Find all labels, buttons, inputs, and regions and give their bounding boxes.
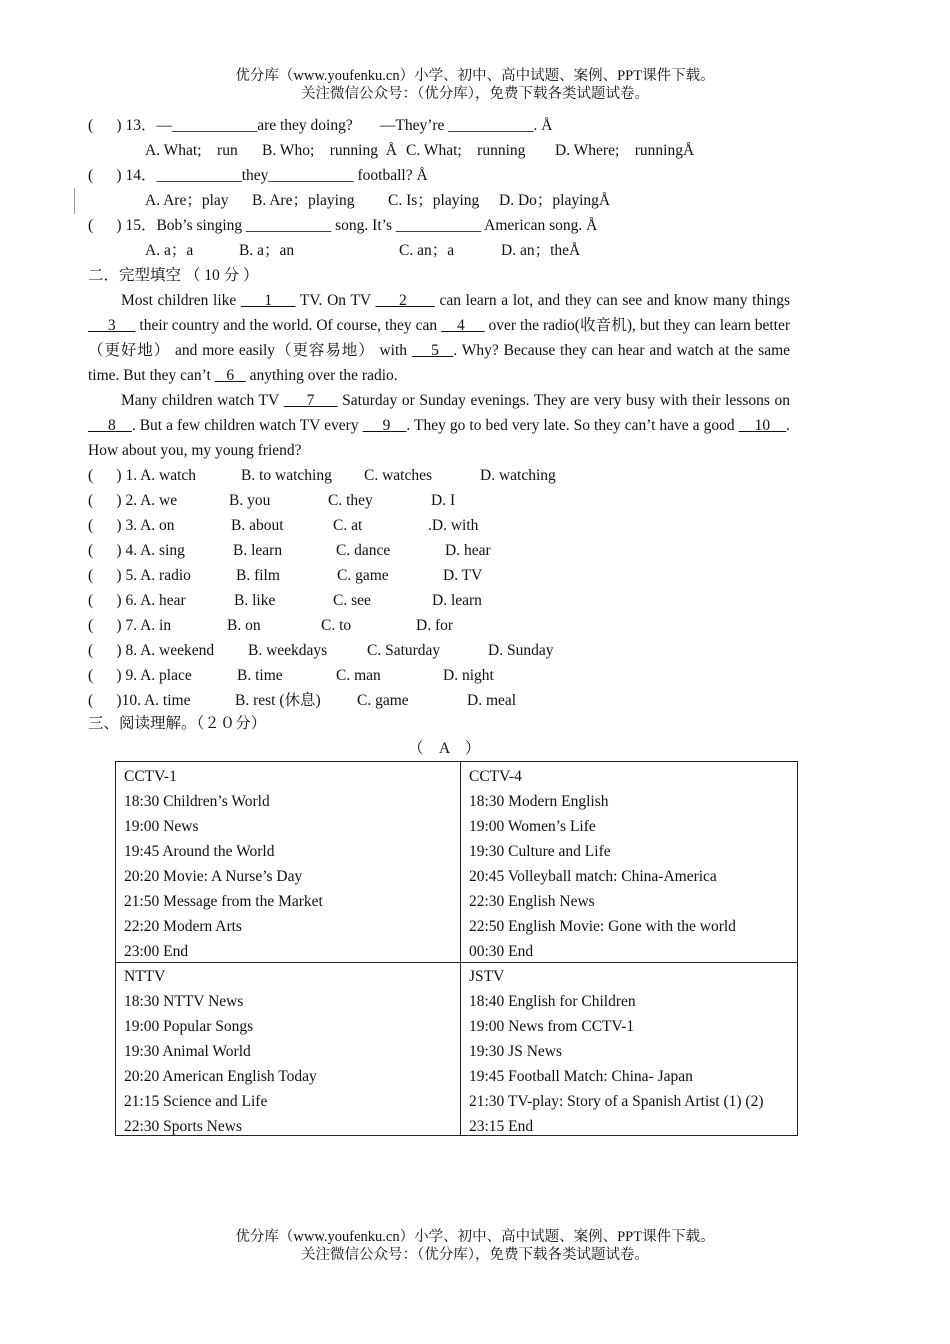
cloze-option-4-b: B. learn [233, 542, 283, 559]
channel-name: CCTV-1 [124, 768, 177, 785]
q15-option-b: B. a；an [239, 242, 295, 259]
footer-line-1: 优分库（www.youfenku.cn）小学、初中、高中试题、案例、PPT课件下载。 [235, 1229, 715, 1245]
program-entry: 22:50 English Movie: Gone with the world [469, 918, 736, 935]
program-entry: 22:30 Sports News [124, 1118, 242, 1135]
cloze-option-4-c: C. dance [336, 542, 391, 559]
cloze-option-7-c: C. to [321, 617, 352, 634]
program-entry: 21:15 Science and Life [124, 1093, 268, 1110]
program-entry: 21:30 TV-play: Story of a Spanish Artist (1) (2) [469, 1093, 764, 1110]
q13-option-d: D. Where; runningÅ [555, 142, 695, 159]
cloze-option-3-c: C. at [333, 517, 363, 534]
program-entry: 19:00 Popular Songs [124, 1018, 254, 1035]
cloze-option-2-c: C. they [328, 492, 373, 509]
cloze-option-10-c: C. game [357, 692, 409, 709]
program-entry: 18:30 NTTV News [124, 993, 244, 1010]
cloze-option-row-8-a: ( ) 8. A. weekend [88, 642, 215, 659]
cloze-option-8-c: C. Saturday [367, 642, 441, 659]
cloze-paragraph-2: Many children watch TV 7 Saturday or Sunday evenings. They are very busy with their lessons on 8 . But a few children watch TV every 9 . They go to bed very late. So they can’t have a good 10 . How about you, my young friend? [88, 392, 791, 459]
cloze-option-6-b: B. like [234, 592, 276, 609]
program-entry: 18:30 Children’s World [124, 793, 270, 810]
blank-1: 1 [264, 292, 273, 309]
program-entry: 19:45 Football Match: China- Japan [469, 1068, 693, 1085]
blank-9: 9 [382, 417, 391, 434]
channel-name: NTTV [124, 968, 166, 985]
cloze-option-1-b: B. to watching [241, 467, 332, 484]
program-entry: 00:30 End [469, 943, 534, 960]
cloze-option-5-c: C. game [337, 567, 389, 584]
cloze-option-10-d: D. meal [467, 692, 517, 709]
channel-name: CCTV-4 [469, 768, 522, 785]
cell-cctv4 [461, 762, 799, 966]
header-line-2: 关注微信公众号：（优分库），免费下载各类试题试卷。 [301, 86, 649, 102]
cloze-option-row-1-a: ( ) 1. A. watch [88, 467, 197, 484]
section-2-title: 二．完型填空 （ 10 分 ） [88, 267, 259, 284]
program-entry: 20:45 Volleyball match: China-America [469, 868, 717, 885]
cloze-option-10-b: B. rest (休息) [235, 692, 321, 709]
program-entry: 22:20 Modern Arts [124, 918, 242, 935]
cloze-option-9-b: B. time [237, 667, 283, 684]
margin-mark [74, 188, 75, 214]
q14-option-d: D. Do；playingÅ [499, 192, 611, 209]
program-entry: 20:20 American English Today [124, 1068, 317, 1085]
footer-line-2: 关注微信公众号：（优分库），免费下载各类试题试卷。 [301, 1247, 649, 1263]
cloze-option-5-d: D. TV [443, 567, 483, 584]
cell-cctv1 [116, 762, 460, 966]
cloze-option-row-10-a: ( )10. A. time [88, 692, 191, 709]
program-entry: 21:50 Message from the Market [124, 893, 323, 910]
program-entry: 19:00 Women’s Life [469, 818, 596, 835]
blank-10: 10 [754, 417, 771, 434]
cloze-option-1-d: D. watching [480, 467, 556, 484]
q14-option-a: A. Are；play [145, 192, 229, 209]
blank-7: 7 [306, 392, 315, 409]
cloze-option-row-5-a: ( ) 5. A. radio [88, 567, 191, 584]
cloze-option-7-d: D. for [416, 617, 454, 634]
q14-option-b: B. Are；playing [252, 192, 355, 209]
cell-jstv [461, 962, 799, 1141]
q15-option-c: C. an；a [399, 242, 455, 259]
q15-option-d: D. an；theÅ [501, 242, 581, 259]
program-entry: 22:30 English News [469, 893, 595, 910]
program-entry: 19:45 Around the World [124, 843, 275, 860]
program-entry: 23:15 End [469, 1118, 534, 1135]
header-line-1: 优分库（www.youfenku.cn）小学、初中、高中试题、案例、PPT课件下载。 [235, 68, 715, 84]
cloze-option-row-6-a: ( ) 6. A. hear [88, 592, 186, 609]
cloze-option-9-c: C. man [336, 667, 381, 684]
blank-6: 6 [226, 367, 235, 384]
program-entry: 19:00 News [124, 818, 199, 835]
cloze-option-row-7-a: ( ) 7. A. in [88, 617, 172, 634]
cloze-paragraph-1: Most children like 1 TV. On TV 2 can learn a lot, and they can see and know many things 3 their country and the world. Of course, they can 4 over the radio(收音机), but they can learn better（更好地） and more easily（更容易地） with 5 . Why? Because they can hear and watch at the same time. But they can’t 6 anything over the radio. [88, 292, 791, 384]
blank-3: 3 [107, 317, 116, 334]
program-entry: 18:40 English for Children [469, 993, 636, 1010]
cloze-option-row-2-a: ( ) 2. A. we [88, 492, 178, 509]
cloze-option-row-4-a: ( ) 4. A. sing [88, 542, 185, 559]
cloze-option-7-b: B. on [227, 617, 261, 634]
cloze-option-2-b: B. you [229, 492, 271, 509]
cloze-passage [88, 288, 790, 463]
q13-option-a: A. What; run [145, 142, 238, 159]
program-entry: 20:20 Movie: A Nurse’s Day [124, 868, 303, 885]
part-a-label: （ A ） [408, 740, 481, 757]
cloze-option-6-c: C. see [333, 592, 371, 609]
question-13-stem: ( ) 13．—___________are they doing? —They’re ___________. Å [88, 117, 553, 134]
q14-option-c: C. Is；playing [388, 192, 480, 209]
question-15-stem: ( ) 15．Bob’s singing ___________ song. It’s ___________ American song. Å [88, 217, 598, 234]
cloze-option-6-d: D. learn [432, 592, 482, 609]
cloze-option-row-3-a: ( ) 3. A. on [88, 517, 175, 534]
blank-5: 5 [431, 342, 439, 359]
cloze-option-4-d: D. hear [445, 542, 491, 559]
cloze-option-row-9-a: ( ) 9. A. place [88, 667, 192, 684]
program-entry: 19:00 News from CCTV-1 [469, 1018, 635, 1035]
cloze-option-2-d: D. I [431, 492, 456, 509]
program-entry: 19:30 JS News [469, 1043, 563, 1060]
blank-2: 2 [398, 292, 407, 309]
blank-4: 4 [456, 317, 465, 334]
cloze-option-5-b: B. film [236, 567, 280, 584]
channel-name: JSTV [469, 968, 505, 985]
cloze-option-8-d: D. Sunday [488, 642, 554, 659]
program-entry: 18:30 Modern English [469, 793, 609, 810]
blank-8: 8 [108, 417, 116, 434]
question-14-stem: ( ) 14．___________they___________ football? Å [88, 167, 428, 184]
q13-option-b: B. Who; running Å [262, 142, 397, 159]
tv-schedule-table [115, 761, 798, 1136]
program-entry: 23:00 End [124, 943, 189, 960]
cloze-option-3-d: .D. with [428, 517, 479, 534]
q15-option-a: A. a；a [145, 242, 194, 259]
q13-option-c: C. What; running [406, 142, 526, 159]
section-3-title: 三、阅读理解。（２０分） [88, 715, 267, 732]
cloze-option-9-d: D. night [443, 667, 494, 684]
cloze-option-3-b: B. about [231, 517, 284, 534]
program-entry: 19:30 Animal World [124, 1043, 251, 1060]
cloze-option-1-c: C. watches [364, 467, 433, 484]
cell-nttv [116, 962, 460, 1141]
program-entry: 19:30 Culture and Life [469, 843, 611, 860]
cloze-option-8-b: B. weekdays [248, 642, 328, 659]
